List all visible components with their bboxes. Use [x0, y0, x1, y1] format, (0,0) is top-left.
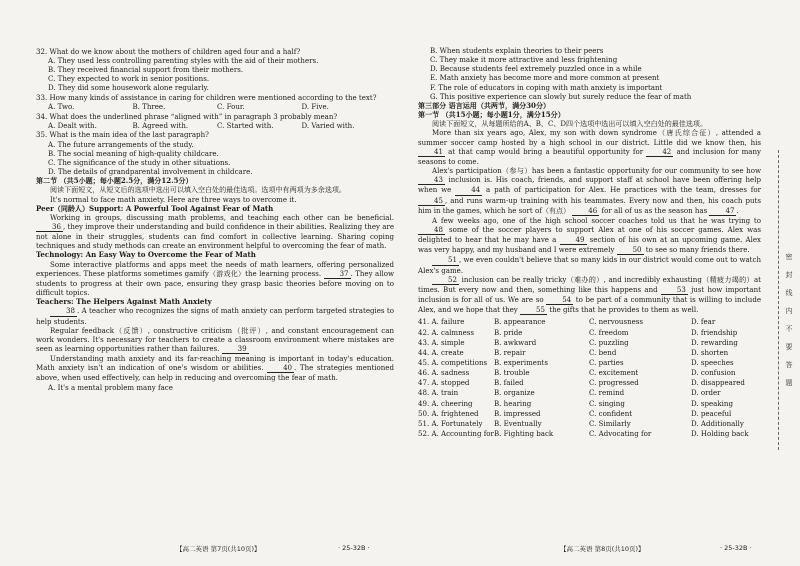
cloze-text-4c: to be part of a community that is willing to include Alex, and we hope that they: [418, 295, 761, 315]
q32-option-c: C. They expected to work in senior positions.: [48, 73, 210, 83]
para-peer-text-b: , they improve their understanding and build confidence in their abilities. Realizing they are not alone in their struggles, students can find comfort in collective learning. Sharing coping techniques and study methods can create an environment helpful to overcoming the fear of math.: [36, 221, 394, 251]
question-32: 32. What do we know about the mothers of children aged four and a half?: [36, 46, 301, 56]
q32-option-a: A. They used less controlling parenting styles with the aid of their mothers.: [48, 55, 319, 65]
para-feedback-text: Regular feedback（反馈）, constructive criticism（批评）, and constant encouragement can work wonders. It's necessary for teachers to create a classroom environment where mistakes are seen as learning opportunities rather than failures.: [36, 325, 394, 353]
q35-option-d: D. The details of grandparental involvement in childcare.: [48, 167, 253, 177]
question-33: 33. How many kinds of assistance in caring for children were mentioned according to the text?: [36, 92, 377, 102]
choice-42-a: 42. A. calmness: [418, 327, 475, 337]
choice-41-c: C. nervousness: [589, 317, 644, 327]
choice-43-b: B. awkward: [494, 337, 537, 347]
choice-52-c: C. Advocating for: [589, 429, 652, 439]
cloze-paragraph-5: [418, 275, 761, 316]
seal-char: 不: [785, 325, 793, 333]
cloze-paragraph-3: [418, 216, 761, 256]
blank-38[interactable]: 38: [50, 306, 77, 316]
choice-43-a: 43. A. simple: [418, 337, 465, 347]
choice-44-c: C. bend: [589, 347, 617, 357]
option-c: C. They make it more attractive and less frightening: [430, 55, 618, 65]
q34-option-b: B. Agreed with.: [132, 120, 189, 130]
left-column: [36, 46, 394, 392]
question-34: 34. What does the underlined phrase “aligned with” in paragraph 3 probably mean?: [36, 111, 338, 121]
blank-50[interactable]: 50: [617, 245, 644, 255]
blank-37[interactable]: 37: [324, 269, 351, 279]
choice-51-c: C. Similarly: [589, 418, 631, 428]
passage-intro: It's normal to face math anxiety. Here are three ways to overcome it.: [50, 194, 297, 204]
choice-48-c: C. remind: [589, 388, 625, 398]
q34-option-d: D. Varied with.: [301, 120, 355, 130]
q33-options: [36, 102, 394, 111]
option-a: A. It's a mental problem many face: [48, 382, 173, 392]
q33-option-c: C. Four.: [217, 101, 245, 111]
option-b: B. When students explain theories to their peers: [430, 46, 604, 55]
choice-42-c: C. freedom: [589, 327, 629, 337]
choice-45-d: D. speeches: [691, 358, 734, 367]
para-peer-text-a: Working in groups, discussing math problems, and teaching each other can be beneficial.: [50, 212, 394, 222]
page-footer-left: 【高二英语 第7页(共10页)】: [176, 545, 261, 553]
choice-45-b: B. experiments: [494, 358, 548, 367]
choice-50-c: C. confident: [589, 408, 633, 418]
option-e: E. Math anxiety has become more and more common at present: [430, 73, 660, 83]
blank-45[interactable]: 45: [418, 196, 445, 206]
seal-char: 内: [785, 307, 793, 315]
choice-45-a: 45. A. competitions: [418, 358, 488, 367]
choice-47-c: C. progressed: [589, 378, 639, 388]
choice-44-b: B. repair: [494, 347, 526, 357]
cloze-text-1a: More than six years ago, Alex, my son with down syndrome（唐氏综合征）, attended a summer soccer camp hosted by a high school in our district. Little did we know then, his: [418, 128, 761, 147]
blank-42[interactable]: 42: [646, 147, 673, 157]
cloze-text-2b: inclusion is. His coach, friends, and support staff at school have been offering help when we: [418, 175, 761, 195]
choice-50-d: D. peaceful: [691, 408, 732, 418]
choice-41-a: 41. A. failure: [418, 317, 465, 327]
choice-50-b: B. impressed: [494, 408, 541, 418]
cloze-paragraph-4: [418, 255, 761, 274]
choice-52-d: D. Holding back: [691, 429, 749, 439]
blank-51[interactable]: 51: [432, 255, 459, 265]
heading-peer-support: Peer（同龄人）Support: A Powerful Tool Against Fear of Math: [36, 203, 274, 213]
cloze-text-3c: section of his own at an upcoming game. Alex was very happy, and my husband and I were extremely: [418, 235, 761, 255]
q32-option-d: D. They did some housework alone regularly.: [48, 83, 209, 93]
choice-41-d: D. fear: [691, 317, 716, 327]
blank-39[interactable]: 39: [222, 344, 249, 354]
blank-44[interactable]: 44: [455, 185, 482, 195]
blank-46[interactable]: 46: [572, 206, 599, 216]
blank-40[interactable]: 40: [267, 363, 294, 373]
choice-44-a: 44. A. create: [418, 347, 464, 357]
cloze-text-2c: a path of participation for Alex. He practices with the team, dresses for: [486, 185, 761, 195]
section-1-instructions: 阅读下面短文，从每题所给的A、B、C、D四个选项中选出可以填入空白处的最佳选项。: [432, 119, 707, 129]
part-3-title: 第三部分 语言运用（共两节，满分30分）: [418, 100, 551, 110]
right-column: [418, 46, 761, 438]
cloze-text-3a: A few weeks ago, one of the high school soccer coaches told us that he was trying to: [432, 215, 761, 225]
q33-option-a: A. Two.: [48, 101, 75, 111]
para-conclusion-text-a: Understanding math anxiety and its far-reaching meaning is important in today's education. Math anxiety isn't an indication of one's wisdom or abilities.: [36, 354, 394, 373]
q33-option-d: D. Five.: [301, 101, 329, 111]
choice-49-b: B. hearing: [494, 398, 532, 408]
choice-42-d: D. friendship: [691, 327, 738, 337]
q34-options: [36, 121, 394, 130]
blank-49[interactable]: 49: [560, 235, 587, 245]
choice-41-b: B. appearance: [494, 317, 546, 327]
blank-53[interactable]: 53: [661, 285, 688, 295]
page-footer-right: 【高二英语 第8页(共10页)】: [560, 545, 645, 553]
seal-char: 答: [785, 361, 793, 369]
seal-char: 线: [785, 289, 793, 297]
cloze-text-3d: to see so many friends there.: [645, 245, 750, 255]
choice-46-a: 46. A. sadness: [418, 368, 470, 378]
q34-option-c: C. Started with.: [217, 120, 274, 130]
q35-option-c: C. The significance of the study in other situations.: [48, 157, 231, 167]
para-tech-text-a: Some interactive platforms and apps meet the needs of math learners, offering personalized experiences. These platforms sometimes gamify（游戏化）the learning process.: [36, 259, 394, 278]
choice-51-a: 51. A. Fortunately: [418, 418, 483, 428]
q33-option-b: B. Three.: [132, 101, 166, 111]
blank-43[interactable]: 43: [418, 175, 445, 185]
option-f: F. The role of educators in coping with math anxiety is important: [430, 82, 663, 92]
q34-option-a: A. Dealt with.: [48, 120, 97, 130]
blank-54[interactable]: 54: [546, 295, 573, 305]
binding-line: [778, 150, 779, 450]
section-2-instructions: 阅读下面短文，从短文后的选项中选出可以填入空白处的最佳选项。选项中有两项为多余选项。: [50, 185, 346, 195]
q32-option-b: B. They received financial support from their mothers.: [48, 64, 244, 74]
choice-grid: [418, 317, 761, 438]
question-35: 35. What is the main idea of the last paragraph?: [36, 130, 209, 140]
choice-44-d: D. shorten: [691, 347, 729, 357]
choice-49-a: 49. A. cheering: [418, 398, 473, 408]
para-tech-text-b: . They allow students to progress at their own pace, ensuring they grasp basic theories before moving on to difficult topics.: [36, 268, 394, 298]
choice-48-b: B. organize: [494, 388, 535, 398]
cloze-text-2e: for all of us as the season has: [601, 205, 708, 215]
choice-52-b: B. Fighting back: [494, 429, 554, 439]
cloze-text-3e: , we even couldn't believe that so many kids in our district would come out to watch Alex's game.: [418, 255, 761, 275]
choice-51-d: D. Additionally: [691, 418, 744, 428]
seal-char: 密: [785, 253, 793, 261]
seal-char: 题: [785, 379, 793, 387]
option-d: D. Because students feel extremely puzzled once in a while: [430, 64, 642, 74]
choice-51-b: B. Eventually: [494, 418, 542, 428]
cloze-text-4b: just how important inclusion is for all of us. We are so: [418, 284, 761, 305]
option-g: G. This positive experience can slowly but surely reduce the fear of math: [430, 91, 692, 101]
blank-52[interactable]: 52: [432, 275, 459, 285]
choice-50-a: 50. A. frightened: [418, 408, 479, 418]
q35-option-b: B. The social meaning of high-quality childcare.: [48, 148, 219, 158]
para-teachers-text: . A teacher who recognizes the signs of math anxiety can perform targeted strategies to help students.: [36, 306, 394, 326]
choice-46-b: B. trouble: [494, 368, 530, 378]
paragraph-teachers: [36, 306, 394, 325]
choice-48-a: 48. A. train: [418, 388, 459, 398]
cloze-text-2d: , and runs warm-up training with his teammates. Every now and then, his coach puts him in the games, which he sort of（有点）: [418, 195, 761, 215]
paragraph-peer: [36, 213, 394, 251]
seal-char: 封: [785, 271, 793, 279]
page-code-left: · 25-32B ·: [338, 544, 370, 552]
blank-41[interactable]: 41: [418, 147, 445, 157]
choice-43-c: C. puzzling: [589, 337, 629, 347]
seal-char: 要: [785, 343, 793, 351]
blank-47[interactable]: 47: [709, 206, 736, 216]
section-1-title: 第一节 （共15小题；每小题1分，满分15分）: [418, 110, 565, 120]
cloze-text-1c: and inclusion for many seasons to come.: [418, 146, 762, 166]
blank-36[interactable]: 36: [36, 222, 63, 232]
binding-seal-text: [784, 248, 794, 392]
cloze-paragraph-2: Alex's participation（参与）has been a fantastic opportunity for our community to see how 43 inclusion is. His coach, friends, and support staff at school have been offering help when we 44 a path of participation for Alex. He practices with the team, dresses for 45 , and runs warm-up training with his teammates. Every now and then, his coach puts him in the games, which he sort of（有点） 46 for all of us as the season has 47 .: [418, 166, 761, 215]
choice-47-a: 47. A. stopped: [418, 378, 470, 388]
q35-option-a: A. The future arrangements of the study.: [48, 139, 194, 149]
choice-46-d: D. confusion: [691, 368, 736, 378]
cloze-text-1b: at that camp would bring a beautiful opportunity for: [448, 146, 644, 156]
choice-47-d: D. disappeared: [691, 378, 745, 388]
cloze-text-4d: the gifts that he provides to them as well.: [549, 305, 699, 315]
blank-48[interactable]: 48: [418, 225, 445, 235]
choice-49-d: D. speaking: [691, 398, 733, 408]
cloze-text-4a: inclusion can be really tricky（难办的）, and incredibly exhausting（精疲力竭的）at times. But every now and then, something like this happens and: [418, 274, 761, 294]
heading-technology: Technology: An Easy Way to Overcome the Fear of Math: [36, 250, 256, 260]
choice-49-c: C. singing: [589, 398, 625, 408]
choice-47-b: B. failed: [494, 378, 524, 388]
cloze-text-3b: some of the soccer players to support Alex at one of his soccer games. Alex was delighted to hear that he may have a: [418, 224, 761, 245]
choice-43-d: D. rewarding: [691, 337, 738, 347]
choice-48-d: D. order: [691, 388, 721, 398]
paragraph-technology: [36, 260, 394, 298]
choice-42-b: B. pride: [494, 327, 523, 337]
paragraph-feedback: [36, 326, 394, 354]
heading-teachers: Teachers: The Helpers Against Math Anxiety: [36, 297, 212, 307]
cloze-paragraph-1: [418, 128, 761, 166]
para-conclusion-text-b: . The strategies mentioned above, when used effectively, can help in reducing and overcoming the fear of math.: [36, 363, 394, 383]
paragraph-conclusion: [36, 354, 394, 382]
section-2-title: 第二节 （共5小题；每小题2.5分，满分12.5分）: [36, 176, 193, 186]
blank-55[interactable]: 55: [520, 305, 547, 315]
page-code-right: · 25-32B ·: [720, 544, 752, 552]
cloze-text-2a: Alex's participation（参与）has been a fantastic opportunity for our community to see how: [432, 166, 761, 176]
choice-52-a: 52. A. Accounting for: [418, 429, 494, 439]
choice-46-c: C. excitement: [589, 368, 639, 378]
choice-45-c: C. parties: [589, 358, 624, 367]
